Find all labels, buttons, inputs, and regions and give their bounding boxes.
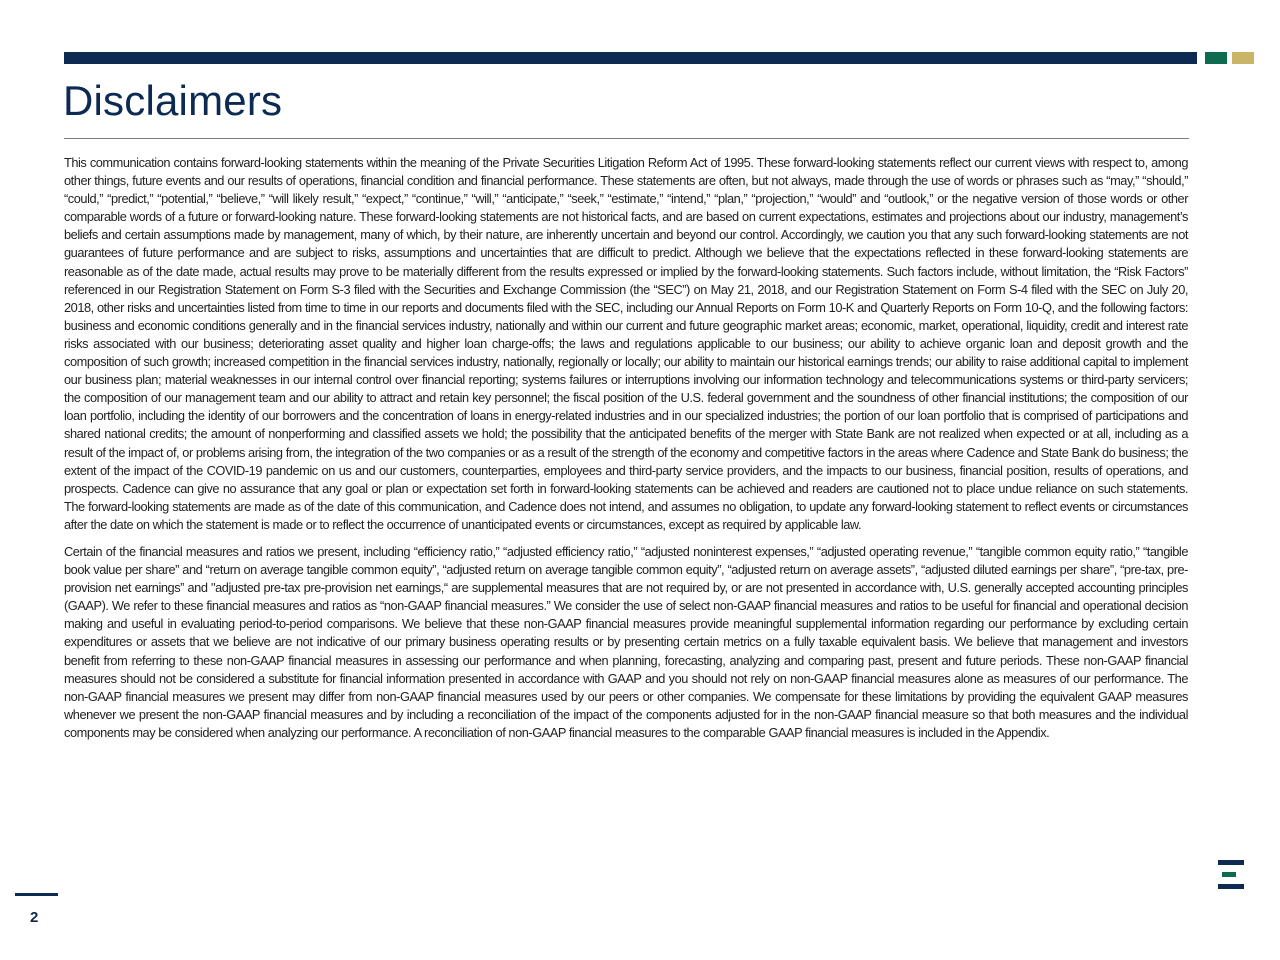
header-bar <box>64 52 1197 64</box>
company-logo-icon <box>1218 860 1244 892</box>
header-accent-green <box>1205 52 1227 64</box>
header-accent-gold <box>1232 52 1254 64</box>
non-gaap-paragraph: Certain of the financial measures and ratios we present, including “efficiency ratio,” “adjusted efficiency ratio,” “adjusted noninterest expenses,” “adjusted operating revenue,” “tangible common equity ratio,” “tangible book value per share” and “return on average tangible common equity”, “adjusted return on average tangible common equity”, “adjusted return on average assets”, “adjusted diluted earnings per share”, “pre-tax, pre-provision net earnings” and "adjusted pre-tax pre-provision net earnings,“ are supplemental measures that are not required by, or are not presented in accordance with, U.S. generally accepted accounting principles (GAAP). We refer to these financial measures and ratios as “non-GAAP financial measures.” We consider the use of select non-GAAP financial measures and ratios to be useful for financial and operational decision making and useful in evaluating period-to-period comparisons. We believe that these non-GAAP financial measures provide meaningful supplemental information regarding our performance by excluding certain expenditures or assets that we believe are not indicative of our primary business operating results or by presenting certain metrics on a fully taxable equivalent basis. We believe that management and investors benefit from referring to these non-GAAP financial measures in assessing our performance and when planning, forecasting, analyzing and comparing past, present and future periods. These non-GAAP financial measures should not be considered a substitute for financial information presented in accordance with GAAP and you should not rely on non-GAAP financial measures alone as measures of our performance. The non-GAAP financial measures we present may differ from non-GAAP financial measures used by our peers or other companies. We compensate for these limitations by providing the equivalent GAAP measures whenever we present the non-GAAP financial measures and by including a reconciliation of the impact of the components adjusted for in the non-GAAP financial measure so that both measures and the individual components may be considered when analyzing our performance. A reconciliation of non-GAAP financial measures to the comparable GAAP financial measures is included in the Appendix. <box>64 543 1188 740</box>
logo-bar-middle <box>1222 872 1236 877</box>
logo-bar-bottom <box>1218 884 1244 889</box>
disclaimer-body <box>64 154 1188 751</box>
page-title: Disclaimers <box>63 77 283 124</box>
logo-bar-top <box>1218 860 1244 865</box>
page-number: 2 <box>30 909 39 926</box>
title-divider <box>64 138 1189 139</box>
footer-divider <box>15 893 58 896</box>
forward-looking-paragraph: This communication contains forward-looking statements within the meaning of the Private Securities Litigation Reform Act of 1995. These forward-looking statements reflect our current views with respect to, among other things, future events and our results of operations, financial condition and financial performance. These statements are often, but not always, made through the use of words or phrases such as “may,” “should,” “could,” “predict,” “potential,” “believe,” “will likely result,” “expect,” “continue,” “will,” “anticipate,” “seek,” “estimate,” “intend,” “plan,” “projection,” “would” and “outlook,” or the negative version of those words or other comparable words of a future or forward-looking nature. These forward-looking statements are not historical facts, and are based on current expectations, estimates and projections about our industry, management’s beliefs and certain assumptions made by management, many of which, by their nature, are inherently uncertain and beyond our control. Accordingly, we caution you that any such forward-looking statements are not guarantees of future performance and are subject to risks, assumptions and uncertainties that are difficult to predict. Although we believe that the expectations reflected in these forward-looking statements are reasonable as of the date made, actual results may prove to be materially different from the results expressed or implied by the forward-looking statements. Such factors include, without limitation, the “Risk Factors” referenced in our Registration Statement on Form S-3 filed with the Securities and Exchange Commission (the “SEC”) on May 21, 2018, and our Registration Statement on Form S-4 filed with the SEC on July 20, 2018, other risks and uncertainties listed from time to time in our reports and documents filed with the SEC, including our Annual Reports on Form 10-K and Quarterly Reports on Form 10-Q, and the following factors: business and economic conditions generally and in the financial services industry, nationally and within our current and future geographic market areas; economic, market, operational, liquidity, credit and interest rate risks associated with our business; deteriorating asset quality and higher loan charge-offs; the laws and regulations applicable to our business; our ability to achieve organic loan and deposit growth and the composition of such growth; increased competition in the financial services industry, nationally, regionally or locally; our ability to maintain our historical earnings trends; our ability to raise additional capital to implement our business plan; material weaknesses in our internal control over financial reporting; systems failures or interruptions involving our information technology and telecommunications systems or third-party servicers; the composition of our management team and our ability to attract and retain key personnel; the fiscal position of the U.S. federal government and the soundness of other financial institutions; the composition of our loan portfolio, including the identity of our borrowers and the concentration of loans in energy-related industries and in our specialized industries; the portion of our loan portfolio that is comprised of participations and shared national credits; the amount of nonperforming and classified assets we hold; the possibility that the anticipated benefits of the merger with State Bank are not realized when expected or at all, including as a result of the impact of, or problems arising from, the integration of the two companies or as a result of the strength of the economy and competitive factors in the areas where Cadence and State Bank do business; the extent of the impact of the COVID-19 pandemic on us and our customers, counterparties, employees and third-party service providers, and the impacts to our business, financial position, results of operations, and prospects. Cadence can give no assurance that any goal or plan or expectation set forth in forward-looking statements can be achieved and readers are cautioned not to place undue reliance on such statements. The forward-looking statements are made as of the date of this communication, and Cadence does not intend, and assumes no obligation, to update any forward-looking statement to reflect events or circumstances after the date on which the statement is made or to reflect the occurrence of unanticipated events or circumstances, except as required by applicable law. <box>64 155 1188 532</box>
